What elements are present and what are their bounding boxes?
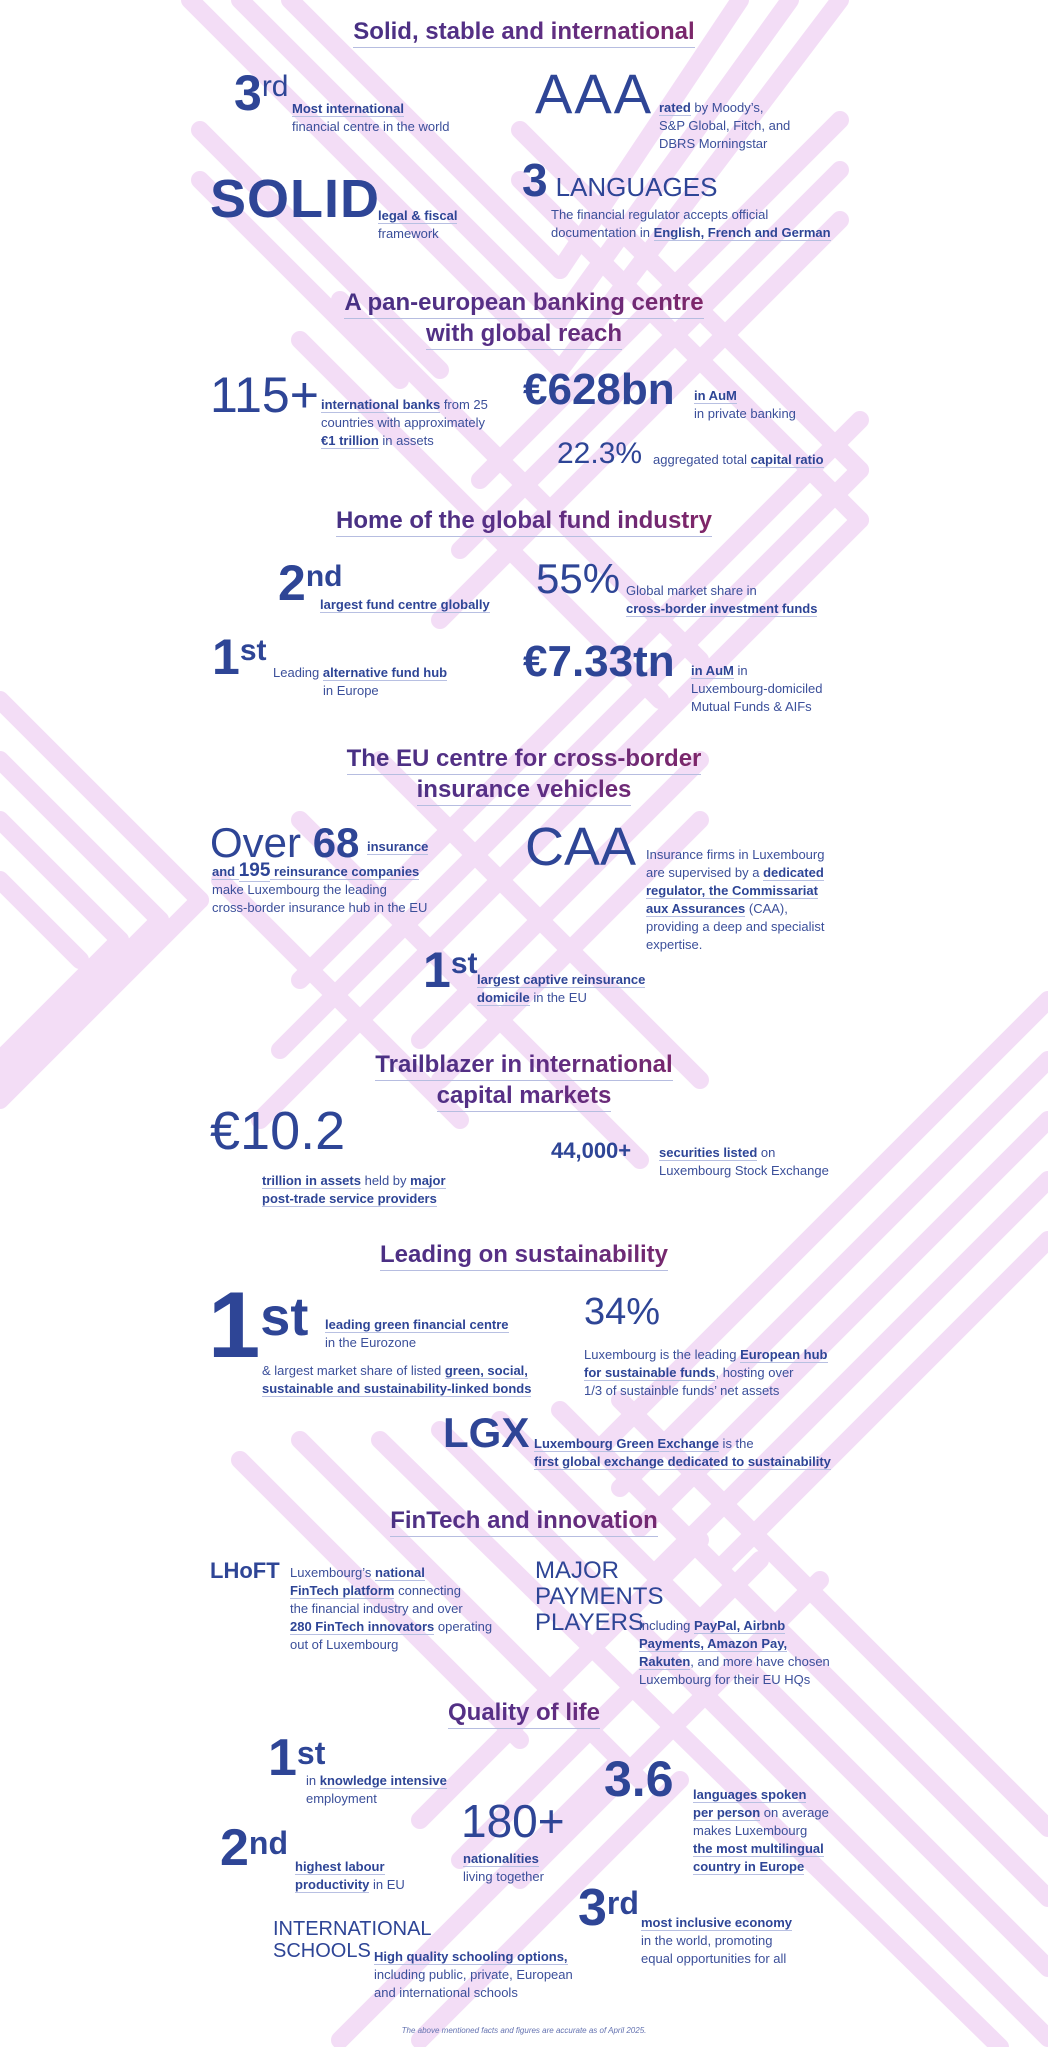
stat-1st-captive-text: largest captive reinsurance domicile in the EU: [477, 972, 646, 1005]
stat-payments-text: including PayPal, Airbnb Payments, Amazon Pay, Rakuten, and more have chosen Luxembourg for their EU HQs: [639, 1618, 830, 1687]
stat-2nd-fund-text: largest fund centre globally: [320, 597, 490, 612]
stat-733tn-text: in AuM in Luxembourg-domiciled Mutual Funds & AIFs: [691, 663, 823, 714]
stat-ratio-text: aggregated total capital ratio: [653, 452, 824, 467]
stat-lgx-text: Luxembourg Green Exchange is the first global exchange dedicated to sustainability: [534, 1436, 831, 1469]
section-title-capital-markets: Trailblazer in international capital markets: [0, 1050, 1048, 1112]
section-title-sustainability: Leading on sustainability: [0, 1240, 1048, 1271]
stat-628bn-text: in AuM in private banking: [694, 388, 796, 421]
stat-2nd-fund: 2nd: [278, 555, 343, 611]
stat-3rd-international: 3rd: [234, 65, 289, 121]
stat-180-text: nationalities living together: [463, 1851, 544, 1884]
stat-3rd-inclusive-text: most inclusive economy in the world, promoting equal opportunities for all: [641, 1915, 792, 1966]
stat-1st-knowledge-text: in knowledge intensive employment: [306, 1773, 447, 1806]
stat-3-6-big: 3.6: [604, 1751, 674, 1807]
stat-1st-green-text: leading green financial centre in the Eurozone: [325, 1317, 509, 1350]
stat-solid-text: legal & fiscal framework: [378, 208, 458, 241]
stat-44000-text: securities listed on Luxembourg Stock Exchange: [659, 1145, 829, 1178]
stat-1st-knowledge: 1st: [268, 1729, 326, 1787]
stat-2nd-productivity-text: highest labour productivity in EU: [295, 1859, 405, 1892]
stat-3-languages: 3 LANGUAGES: [522, 154, 718, 206]
stat-ratio-big: 22.3%: [557, 437, 643, 470]
stat-115-text: international banks from 25 countries with approximately €1 trillion in assets: [321, 397, 488, 448]
section-title-fintech: FinTech and innovation: [0, 1506, 1048, 1537]
stat-34-text: Luxembourg is the leading European hub for sustainable funds, hosting over 1/3 of sustainble funds’ net assets: [584, 1347, 828, 1398]
section-title-quality-of-life: Quality of life: [0, 1698, 1048, 1729]
stat-1st-fund-text: Leading alternative fund hub in Europe: [273, 665, 448, 698]
stat-lgx-big: LGX: [443, 1409, 530, 1456]
section-title-funds: Home of the global fund industry: [0, 506, 1048, 537]
stat-caa-big: CAA: [525, 817, 637, 877]
footer-note: The above mentioned facts and figures are accurate as of April 2025.: [401, 2026, 647, 2035]
section-title-insurance: The EU centre for cross-border insurance vehicles: [0, 744, 1048, 806]
stat-44000-big: 44,000+: [551, 1138, 632, 1163]
stat-1st-green: 1st: [208, 1272, 309, 1377]
stat-schools-text: High quality schooling options, including public, private, European and international schools: [374, 1949, 573, 2000]
stat-aaa-big: AAA: [535, 62, 654, 125]
stat-over-68: Over 68: [210, 819, 360, 866]
stat-payments-big: MAJOR PAYMENTS PLAYERS: [535, 1557, 664, 1636]
stat-115-big: 115+: [210, 367, 319, 423]
section-title-solid: Solid, stable and international: [0, 17, 1048, 48]
stat-3-6-text: languages spoken per person on average makes Luxembourg the most multilingual country in Europe: [693, 1787, 829, 1874]
stat-lhoft-text: Luxembourg’s national FinTech platform connecting the financial industry and over 280 FinTech innovators operating out of Luxembourg: [290, 1565, 493, 1652]
stat-733tn-big: €7.33tn: [523, 637, 675, 686]
stat-2nd-productivity: 2nd: [220, 1819, 289, 1877]
section-title-banking: A pan-european banking centre with global reach: [0, 288, 1048, 350]
stat-1st-captive: 1st: [423, 942, 478, 998]
stat-lhoft-big: LHoFT: [210, 1558, 280, 1583]
stat-3rd-text: Most international financial centre in the world: [292, 101, 450, 134]
stat-10-2-big: €10.2: [210, 1101, 346, 1161]
stat-55-big: 55%: [536, 555, 621, 602]
stat-34-big: 34%: [584, 1291, 661, 1333]
stat-over-68-text: and 195 reinsurance companies make Luxembourg the leading cross-border insurance hub in the EU: [212, 860, 428, 915]
stat-1st-fund: 1st: [212, 629, 267, 685]
stat-628bn-big: €628bn: [523, 365, 675, 414]
stat-180-big: 180+: [461, 1795, 565, 1847]
stat-schools-big: INTERNATIONAL SCHOOLS: [273, 1918, 432, 1962]
stat-solid-big: SOLID: [210, 169, 381, 229]
stat-languages-text: The financial regulator accepts official documentation in English, French and German: [551, 207, 831, 240]
stat-55-text: Global market share in cross-border investment funds: [626, 583, 818, 616]
stat-over-68-label: insurance: [367, 839, 429, 854]
stat-caa-text: Insurance firms in Luxembourg are supervised by a dedicated regulator, the Commissariat aux Assurances (CAA), providing a deep and specialist expertise.: [646, 847, 825, 952]
stat-10-2-text: trillion in assets held by major post-trade service providers: [262, 1173, 446, 1206]
stat-green-bonds-text: & largest market share of listed green, social, sustainable and sustainability-linked bonds: [262, 1363, 532, 1396]
stat-aaa-text: rated by Moody’s, S&P Global, Fitch, and DBRS Morningstar: [659, 100, 791, 151]
stat-3rd-inclusive: 3rd: [578, 1879, 639, 1937]
